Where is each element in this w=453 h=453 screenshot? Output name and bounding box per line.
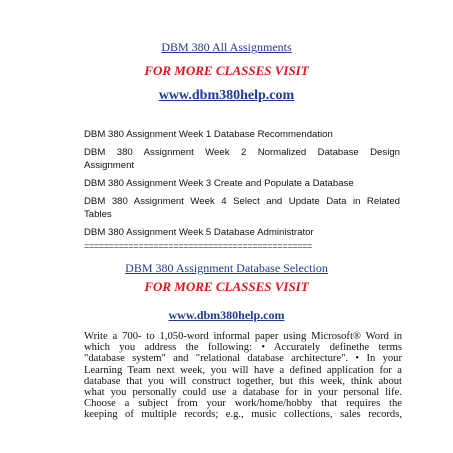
body-line: keeping of multiple records; e.g., music collections, sales records,	[84, 409, 402, 421]
promo-label: FOR MORE CLASSES VISIT	[144, 63, 309, 78]
section-website-link[interactable]: www.dbm380help.com	[168, 308, 285, 322]
assignment-week-1: DBM 380 Assignment Week 1 Database Recommendation	[84, 129, 333, 140]
body-line: Learning Team next week, you will have a defined application for a	[84, 364, 402, 376]
assignment-week-4: DBM 380 Assignment Week 4 Select and Update Data in Related	[84, 196, 400, 207]
body-line: Write a 700- to 1,050-word informal paper using Microsoft® Word in	[84, 331, 402, 342]
section-website-block	[0, 306, 453, 324]
body-paragraph	[84, 331, 402, 421]
body-line: what you personally could use a database for in your personal life.	[84, 387, 402, 399]
separator-line: ==============================================	[84, 241, 312, 251]
assignment-week-4-continued: Tables	[84, 209, 112, 220]
assignment-week-2-continued: Assignment	[84, 160, 135, 171]
section-title-link[interactable]: DBM 380 Assignment Database Selection	[125, 261, 328, 275]
website-link-block	[0, 86, 453, 104]
section-title	[0, 259, 453, 277]
promo-text	[0, 62, 453, 80]
body-line: which you address the following: • Accurately definethe terms	[84, 342, 402, 354]
website-link[interactable]: www.dbm380help.com	[158, 88, 295, 103]
section-promo-text	[0, 278, 453, 296]
title-link[interactable]: DBM 380 All Assignments	[161, 40, 292, 54]
document-title	[0, 38, 453, 56]
body-line: "database system" and "relational database architecture". • In your	[84, 353, 402, 365]
assignment-week-2: DBM 380 Assignment Week 2 Normalized Database Design	[84, 147, 400, 158]
assignment-week-3: DBM 380 Assignment Week 3 Create and Populate a Database	[84, 178, 354, 189]
section-promo-label: FOR MORE CLASSES VISIT	[144, 279, 309, 294]
assignment-week-5: DBM 380 Assignment Week 5 Database Administrator	[84, 227, 314, 238]
body-line: database that you will construct together, but this week, think about	[84, 375, 402, 387]
body-line: Choose a subject from your work/home/hobby that requires the	[84, 398, 402, 410]
